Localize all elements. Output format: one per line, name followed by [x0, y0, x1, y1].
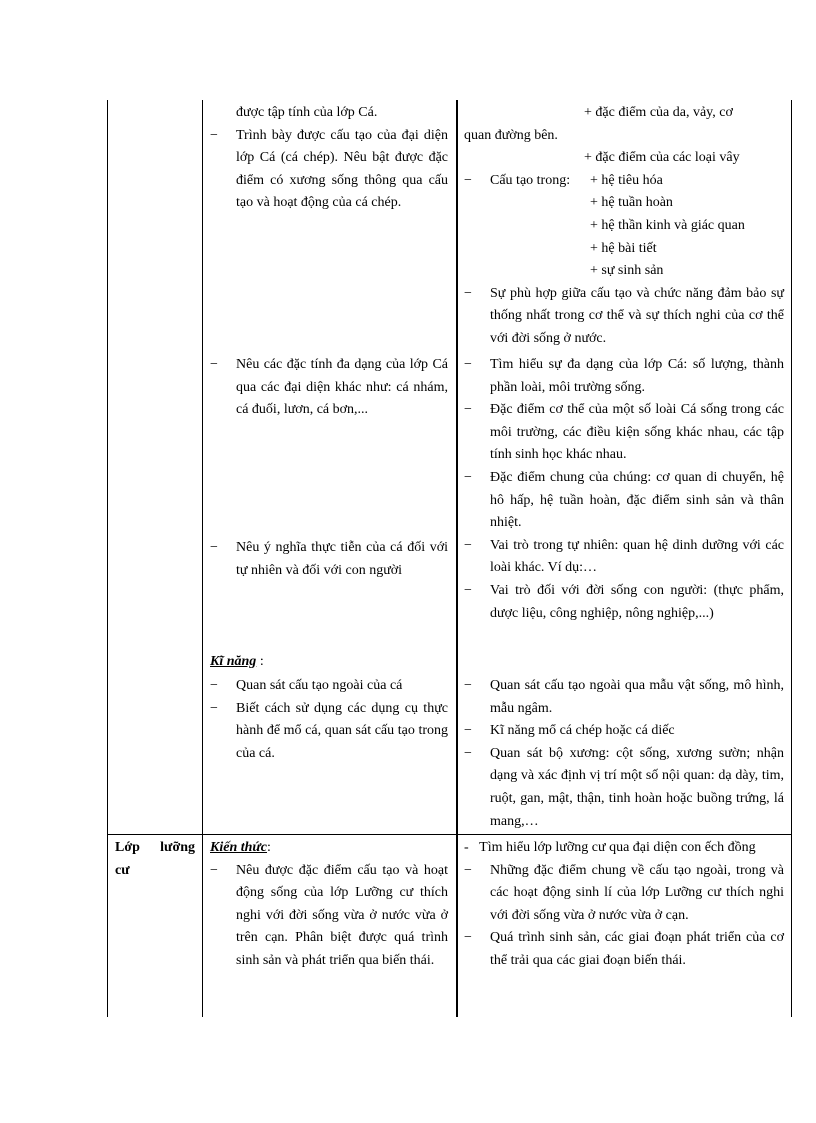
- table-border-left: [107, 100, 108, 1017]
- inner-structure-label: Cấu tạo trong:: [490, 172, 571, 188]
- row-divider: [107, 834, 792, 835]
- inner-structure-list: [590, 170, 745, 283]
- list-item: − Đặc điểm cơ thể của một số loài Cá sống trong các môi trường, các điều kiện sống khác nhau, các tập tính sinh học khác nhau.: [464, 402, 784, 463]
- list-item: − Kĩ năng mổ cá chép hoặc cá diếc: [464, 723, 675, 739]
- list-item: + hệ tiêu hóa: [590, 172, 663, 188]
- list-item: − Quan sát cấu tạo ngoài qua mẫu vật sống, mô hình, mẫu ngâm.: [464, 678, 784, 716]
- list-item: − Tìm hiểu sự đa dạng của lớp Cá: số lượng, thành phần loài, môi trường sống.: [464, 357, 784, 395]
- class-label: Lớp lưỡng cư: [115, 840, 195, 878]
- list-item: + hệ tuần hoàn: [590, 195, 673, 211]
- table-border-col2: [456, 100, 458, 1017]
- col3-skills: [464, 675, 784, 833]
- col3-mid: [464, 354, 784, 625]
- list-item: − Quá trình sinh sản, các giai đoạn phát triển của cơ thể trải qua các giai đoạn biến thái.: [464, 930, 784, 968]
- list-item: + hệ bài tiết: [590, 240, 657, 256]
- list-item: − Quan sát cấu tạo ngoài của cá: [210, 678, 403, 693]
- list-item: + hệ thần kinh và giác quan: [590, 217, 745, 233]
- continued-text: được tập tính của lớp Cá.: [236, 105, 378, 120]
- table-border-right: [791, 100, 792, 1017]
- table-border-col1: [202, 100, 203, 1017]
- list-item: − Nêu ý nghĩa thực tiễn của cá đối với tự nhiên và đối với con người: [210, 540, 448, 578]
- list-item: - Tìm hiểu lớp lưỡng cư qua đại diện con ếch đồng: [464, 840, 756, 855]
- list-item: − Vai trò đối với đời sống con người: (thực phẩm, dược liệu, công nghiệp, nông nghiệp,...): [464, 582, 784, 621]
- list-item: + sự sinh sản: [590, 263, 664, 279]
- col3-top: [464, 102, 784, 351]
- col3-amphibian: [464, 837, 784, 973]
- col2-meaning: [210, 537, 448, 582]
- skills-heading: Kĩ năng :: [210, 654, 264, 669]
- list-item: − Nêu các đặc tính đa dạng của lớp Cá qua các đại diện khác như: cá nhám, cá đuối, lươn, cá bơn,...: [210, 357, 448, 418]
- external-detail-line: + đặc điểm của da, vảy, cơ: [584, 105, 733, 120]
- list-item: − Quan sát bộ xương: cột sống, xương sườn; nhận dạng và xác định vị trí một số nội quan: dạ dày, tim, ruột, gan, mật, thận, tinh hoàn hoặc buồng trứng, lá mang,…: [464, 745, 784, 829]
- list-item: − Sự phù hợp giữa cấu tạo và chức năng đảm bảo sự thống nhất trong cơ thể và sự thích nghi của cơ thể với đời sống ở nước.: [464, 285, 784, 346]
- col2-amphibian: [210, 837, 448, 973]
- inner-structure: − Cấu tạo trong: + hệ tiêu hóa + hệ tuần hoàn + hệ thần kinh và giác quan + hệ bài tiết + sự sinh sản: [464, 170, 784, 283]
- knowledge-heading: Kiến thức:: [210, 840, 271, 855]
- list-item: − Biết cách sử dụng các dụng cụ thực hành để mổ cá, quan sát cấu tạo trong của cá.: [210, 700, 448, 761]
- col2-top: [210, 102, 448, 215]
- col2-skills: [210, 675, 448, 765]
- list-item: − Nêu được đặc điểm cấu tạo và hoạt động sống của lớp Lưỡng cư thích nghi với đời sống vừa ở nước vừa ở trên cạn. Phân biệt được quá trình sinh sản và phát triển qua biến thái.: [210, 862, 448, 968]
- external-detail-line: + đặc điểm của các loại vây: [584, 150, 740, 166]
- col2-diversity: [210, 354, 448, 422]
- list-item: − Vai trò trong tự nhiên: quan hệ dinh dưỡng với các loài khác. Ví dụ:…: [464, 537, 784, 576]
- list-item: − Những đặc điểm chung về cấu tạo ngoài, trong và các hoạt động sinh lí của lớp Lưỡng cư thích nghi với đời sống vừa ở nước vừa ở cạn.: [464, 862, 784, 923]
- external-detail-line: quan đường bên.: [464, 127, 558, 143]
- list-item: − Đặc điểm chung của chúng: cơ quan di chuyển, hệ hô hấp, hệ tuần hoàn, đặc điểm sinh sản và thân nhiệt.: [464, 469, 784, 531]
- list-item: − Trình bày được cấu tạo của đại diện lớp Cá (cá chép). Nêu bật được đặc điểm có xương sống thông qua cấu tạo và hoạt động của cá chép.: [210, 127, 448, 211]
